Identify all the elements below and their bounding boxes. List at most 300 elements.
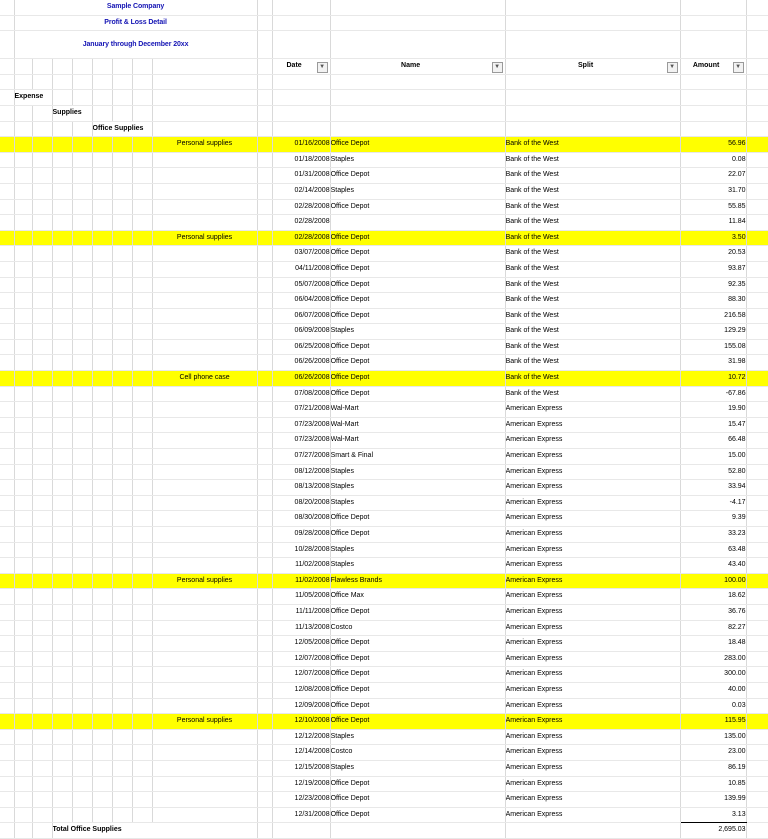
cell-split: Bank of the West	[505, 230, 680, 246]
cell-indent	[112, 417, 132, 433]
cell-indent	[32, 215, 52, 231]
table-row[interactable]	[0, 573, 768, 589]
cell-indent	[112, 495, 132, 511]
cell-indent	[132, 199, 152, 215]
cell-indent	[72, 760, 92, 776]
table-row[interactable]	[0, 246, 768, 262]
group-label-expense: Expense	[14, 90, 52, 106]
table-row[interactable]	[0, 183, 768, 199]
table-row[interactable]	[0, 511, 768, 527]
cell-name: Office Depot	[330, 355, 505, 371]
table-row[interactable]	[0, 604, 768, 620]
cell-indent	[32, 698, 52, 714]
table-row[interactable]	[0, 215, 768, 231]
cell-indent	[32, 386, 52, 402]
cell-indent	[132, 371, 152, 387]
cell-blank	[257, 449, 272, 465]
cell-indent	[92, 402, 112, 418]
cell-indent	[92, 729, 112, 745]
row-memo	[152, 636, 257, 652]
cell-indent	[14, 651, 32, 667]
cell-blank	[257, 199, 272, 215]
cell-date: 12/09/2008	[272, 698, 330, 714]
cell-blank	[257, 246, 272, 262]
table-row[interactable]	[0, 386, 768, 402]
cell-amount: 63.48	[680, 542, 746, 558]
cell-indent	[72, 183, 92, 199]
cell-indent	[52, 355, 72, 371]
cell-name: Staples	[330, 152, 505, 168]
cell-blank	[152, 74, 257, 90]
cell-indent	[112, 464, 132, 480]
cell-indent	[14, 729, 32, 745]
cell-blank	[257, 573, 272, 589]
table-row[interactable]	[0, 760, 768, 776]
cell-blank	[746, 682, 768, 698]
cell-blank	[680, 15, 746, 31]
cell-indent	[132, 745, 152, 761]
cell-indent	[72, 386, 92, 402]
cell-indent	[72, 417, 92, 433]
column-header-date[interactable]	[272, 59, 330, 75]
cell-name: Office Depot	[330, 246, 505, 262]
cell-amount: 20.53	[680, 246, 746, 262]
cell-blank	[746, 137, 768, 153]
cell-name: Office Depot	[330, 386, 505, 402]
cell-indent	[0, 152, 14, 168]
cell-name: Staples	[330, 495, 505, 511]
cell-indent	[0, 620, 14, 636]
filter-dropdown-icon[interactable]: ▼	[492, 62, 503, 73]
cell-indent	[32, 308, 52, 324]
cell-indent	[32, 589, 52, 605]
cell-split: Bank of the West	[505, 261, 680, 277]
cell-indent	[14, 542, 32, 558]
row-memo	[152, 776, 257, 792]
cell-indent	[52, 246, 72, 262]
cell-blank	[257, 464, 272, 480]
cell-indent	[14, 152, 32, 168]
cell-indent	[52, 589, 72, 605]
row-memo	[152, 246, 257, 262]
cell-split: American Express	[505, 511, 680, 527]
cell-blank	[14, 59, 32, 75]
table-row[interactable]	[0, 137, 768, 153]
cell-indent	[52, 480, 72, 496]
cell-split: Bank of the West	[505, 308, 680, 324]
cell-indent	[52, 386, 72, 402]
table-row[interactable]	[0, 745, 768, 761]
cell-amount: 0.08	[680, 152, 746, 168]
cell-blank	[257, 168, 272, 184]
cell-indent	[112, 277, 132, 293]
table-row[interactable]	[0, 620, 768, 636]
cell-blank	[272, 823, 330, 838]
cell-indent	[112, 402, 132, 418]
cell-indent	[0, 433, 14, 449]
cell-indent	[72, 449, 92, 465]
cell-indent	[52, 417, 72, 433]
table-row[interactable]	[0, 230, 768, 246]
cell-indent	[72, 480, 92, 496]
cell-date: 12/12/2008	[272, 729, 330, 745]
cell-amount: 31.70	[680, 183, 746, 199]
cell-name: Flawless Brands	[330, 573, 505, 589]
cell-indent	[32, 776, 52, 792]
cell-date: 06/25/2008	[272, 339, 330, 355]
cell-indent	[52, 324, 72, 340]
table-row[interactable]	[0, 308, 768, 324]
cell-indent	[52, 651, 72, 667]
cell-indent	[0, 511, 14, 527]
cell-indent	[52, 308, 72, 324]
cell-blank	[0, 15, 14, 31]
cell-split: American Express	[505, 495, 680, 511]
cell-name: Office Depot	[330, 293, 505, 309]
cell-date: 06/26/2008	[272, 355, 330, 371]
cell-indent	[72, 495, 92, 511]
cell-indent	[0, 230, 14, 246]
report-title: Profit & Loss Detail	[14, 15, 257, 31]
cell-indent	[132, 527, 152, 543]
cell-indent	[52, 137, 72, 153]
cell-indent	[32, 667, 52, 683]
cell-amount: 23.00	[680, 745, 746, 761]
cell-indent	[132, 620, 152, 636]
cell-blank	[746, 293, 768, 309]
cell-date: 04/11/2008	[272, 261, 330, 277]
cell-indent	[112, 667, 132, 683]
cell-blank	[746, 31, 768, 59]
cell-date: 11/05/2008	[272, 589, 330, 605]
cell-name: Wal-Mart	[330, 433, 505, 449]
cell-indent	[132, 573, 152, 589]
column-header-amount[interactable]	[680, 59, 746, 75]
cell-indent	[72, 745, 92, 761]
cell-date: 02/28/2008	[272, 230, 330, 246]
filter-dropdown-icon[interactable]: ▼	[317, 62, 328, 73]
cell-blank	[52, 74, 72, 90]
cell-indent	[112, 230, 132, 246]
table-row[interactable]	[0, 714, 768, 730]
table-row[interactable]	[0, 558, 768, 574]
cell-indent	[14, 745, 32, 761]
grid-body	[0, 0, 768, 137]
cell-date: 06/04/2008	[272, 293, 330, 309]
cell-indent	[14, 558, 32, 574]
table-row[interactable]	[0, 449, 768, 465]
table-row[interactable]	[0, 729, 768, 745]
cell-blank	[92, 74, 112, 90]
row-memo: Cell phone case	[152, 371, 257, 387]
table-row[interactable]	[0, 417, 768, 433]
cell-name: Staples	[330, 324, 505, 340]
table-row[interactable]	[0, 636, 768, 652]
table-row[interactable]	[0, 776, 768, 792]
table-row[interactable]	[0, 527, 768, 543]
cell-blank	[257, 589, 272, 605]
cell-indent	[112, 729, 132, 745]
cell-indent	[32, 714, 52, 730]
cell-blank	[746, 215, 768, 231]
cell-indent	[32, 542, 52, 558]
cell-blank	[0, 74, 14, 90]
cell-indent	[72, 558, 92, 574]
cell-blank	[0, 823, 14, 838]
cell-name: Staples	[330, 729, 505, 745]
cell-indent	[132, 230, 152, 246]
cell-blank	[746, 105, 768, 121]
column-header-name[interactable]	[330, 59, 505, 75]
cell-indent	[14, 324, 32, 340]
cell-indent	[112, 682, 132, 698]
cell-blank	[746, 339, 768, 355]
cell-date: 06/26/2008	[272, 371, 330, 387]
cell-indent	[92, 386, 112, 402]
row-memo	[152, 760, 257, 776]
cell-blank	[330, 15, 505, 31]
table-row[interactable]	[0, 464, 768, 480]
cell-indent	[72, 604, 92, 620]
cell-indent	[32, 402, 52, 418]
cell-indent	[132, 449, 152, 465]
cell-split: American Express	[505, 729, 680, 745]
cell-indent	[0, 714, 14, 730]
cell-blank	[257, 636, 272, 652]
cell-amount: 15.47	[680, 417, 746, 433]
cell-amount: 43.40	[680, 558, 746, 574]
cell-indent	[0, 745, 14, 761]
cell-indent	[132, 464, 152, 480]
cell-blank	[257, 682, 272, 698]
table-row[interactable]	[0, 168, 768, 184]
cell-blank	[72, 59, 92, 75]
cell-blank	[746, 604, 768, 620]
cell-amount: 129.29	[680, 324, 746, 340]
cell-indent	[14, 339, 32, 355]
cell-blank	[257, 121, 272, 137]
cell-indent	[72, 339, 92, 355]
cell-blank	[257, 183, 272, 199]
cell-amount: 18.62	[680, 589, 746, 605]
cell-date: 12/14/2008	[272, 745, 330, 761]
cell-indent	[32, 464, 52, 480]
row-memo: Personal supplies	[152, 573, 257, 589]
table-row[interactable]	[0, 792, 768, 808]
cell-blank	[132, 74, 152, 90]
cell-split: Bank of the West	[505, 215, 680, 231]
cell-indent	[92, 620, 112, 636]
cell-indent	[32, 183, 52, 199]
cell-indent	[132, 277, 152, 293]
cell-indent	[32, 277, 52, 293]
group-label-supplies: Supplies	[52, 105, 92, 121]
cell-indent	[92, 667, 112, 683]
cell-amount: 93.87	[680, 261, 746, 277]
cell-indent	[92, 480, 112, 496]
cell-blank	[505, 90, 680, 106]
cell-blank	[746, 386, 768, 402]
cell-blank	[257, 745, 272, 761]
cell-indent	[132, 402, 152, 418]
column-header-name-label: Name	[401, 62, 421, 70]
table-row[interactable]	[0, 324, 768, 340]
cell-indent	[52, 168, 72, 184]
row-memo	[152, 729, 257, 745]
cell-indent	[72, 215, 92, 231]
table-row[interactable]	[0, 261, 768, 277]
cell-indent	[72, 199, 92, 215]
table-row[interactable]	[0, 293, 768, 309]
cell-indent	[112, 714, 132, 730]
cell-indent	[72, 402, 92, 418]
cell-blank	[330, 31, 505, 59]
table-row[interactable]	[0, 542, 768, 558]
cell-indent	[32, 137, 52, 153]
table-row[interactable]	[0, 433, 768, 449]
cell-blank	[132, 59, 152, 75]
cell-amount: 33.23	[680, 527, 746, 543]
cell-date: 02/28/2008	[272, 215, 330, 231]
table-row[interactable]	[0, 651, 768, 667]
cell-blank	[257, 31, 272, 59]
cell-blank	[0, 31, 14, 59]
cell-blank	[746, 495, 768, 511]
cell-blank	[257, 371, 272, 387]
table-row[interactable]	[0, 339, 768, 355]
cell-indent	[112, 558, 132, 574]
row-memo	[152, 698, 257, 714]
cell-indent	[92, 168, 112, 184]
cell-indent	[92, 199, 112, 215]
cell-indent	[14, 776, 32, 792]
cell-indent	[0, 215, 14, 231]
cell-indent	[0, 277, 14, 293]
cell-blank	[680, 31, 746, 59]
table-row[interactable]	[0, 682, 768, 698]
cell-indent	[52, 199, 72, 215]
cell-blank	[257, 792, 272, 808]
filter-dropdown-icon[interactable]: ▼	[667, 62, 678, 73]
cell-name: Office Depot	[330, 339, 505, 355]
group-row-expense	[0, 90, 768, 106]
cell-amount: 40.00	[680, 682, 746, 698]
cell-date: 01/31/2008	[272, 168, 330, 184]
cell-blank	[505, 121, 680, 137]
cell-indent	[92, 682, 112, 698]
cell-indent	[14, 480, 32, 496]
cell-indent	[52, 230, 72, 246]
table-row[interactable]	[0, 355, 768, 371]
cell-date: 12/05/2008	[272, 636, 330, 652]
column-header-split[interactable]	[505, 59, 680, 75]
cell-indent	[132, 355, 152, 371]
cell-indent	[72, 261, 92, 277]
table-row[interactable]	[0, 480, 768, 496]
cell-blank	[746, 745, 768, 761]
cell-indent	[0, 199, 14, 215]
cell-blank	[72, 74, 92, 90]
column-header-amount-label: Amount	[692, 62, 720, 70]
cell-indent	[132, 558, 152, 574]
row-memo	[152, 495, 257, 511]
filter-dropdown-icon[interactable]: ▼	[733, 62, 744, 73]
cell-indent	[72, 433, 92, 449]
row-memo	[152, 651, 257, 667]
cell-indent	[32, 199, 52, 215]
table-row[interactable]	[0, 698, 768, 714]
cell-indent	[92, 558, 112, 574]
row-memo	[152, 542, 257, 558]
cell-indent	[0, 589, 14, 605]
cell-indent	[0, 495, 14, 511]
cell-indent	[132, 168, 152, 184]
cell-blank	[257, 324, 272, 340]
cell-blank	[746, 714, 768, 730]
cell-indent	[112, 386, 132, 402]
cell-indent	[32, 792, 52, 808]
cell-date: 12/07/2008	[272, 667, 330, 683]
cell-split: American Express	[505, 527, 680, 543]
cell-amount: 52.80	[680, 464, 746, 480]
cell-indent	[32, 558, 52, 574]
cell-blank	[746, 277, 768, 293]
cell-indent	[52, 277, 72, 293]
cell-indent	[14, 589, 32, 605]
cell-split: American Express	[505, 464, 680, 480]
cell-indent	[112, 542, 132, 558]
cell-indent	[14, 402, 32, 418]
table-row[interactable]	[0, 495, 768, 511]
row-memo: Personal supplies	[152, 137, 257, 153]
cell-amount: 86.19	[680, 760, 746, 776]
cell-blank	[330, 105, 505, 121]
column-header-date-label: Date	[286, 62, 302, 70]
table-row[interactable]	[0, 402, 768, 418]
cell-indent	[0, 449, 14, 465]
cell-indent	[112, 745, 132, 761]
cell-blank	[257, 105, 272, 121]
cell-date: 12/08/2008	[272, 682, 330, 698]
cell-indent	[72, 511, 92, 527]
cell-indent	[132, 604, 152, 620]
cell-indent	[32, 682, 52, 698]
cell-indent	[0, 573, 14, 589]
cell-indent	[32, 433, 52, 449]
table-row[interactable]	[0, 371, 768, 387]
cell-blank	[680, 105, 746, 121]
table-row[interactable]	[0, 589, 768, 605]
cell-indent	[14, 760, 32, 776]
table-row[interactable]	[0, 277, 768, 293]
table-row[interactable]	[0, 152, 768, 168]
cell-indent	[14, 183, 32, 199]
cell-name: Staples	[330, 480, 505, 496]
table-row[interactable]	[0, 199, 768, 215]
row-memo	[152, 277, 257, 293]
cell-blank	[92, 105, 112, 121]
table-row[interactable]	[0, 667, 768, 683]
cell-blank	[746, 261, 768, 277]
cell-name: Office Depot	[330, 651, 505, 667]
cell-split: American Express	[505, 589, 680, 605]
cell-blank	[330, 74, 505, 90]
cell-amount: 55.85	[680, 199, 746, 215]
cell-indent	[32, 261, 52, 277]
cell-blank	[746, 636, 768, 652]
cell-blank	[746, 573, 768, 589]
cell-indent	[0, 402, 14, 418]
